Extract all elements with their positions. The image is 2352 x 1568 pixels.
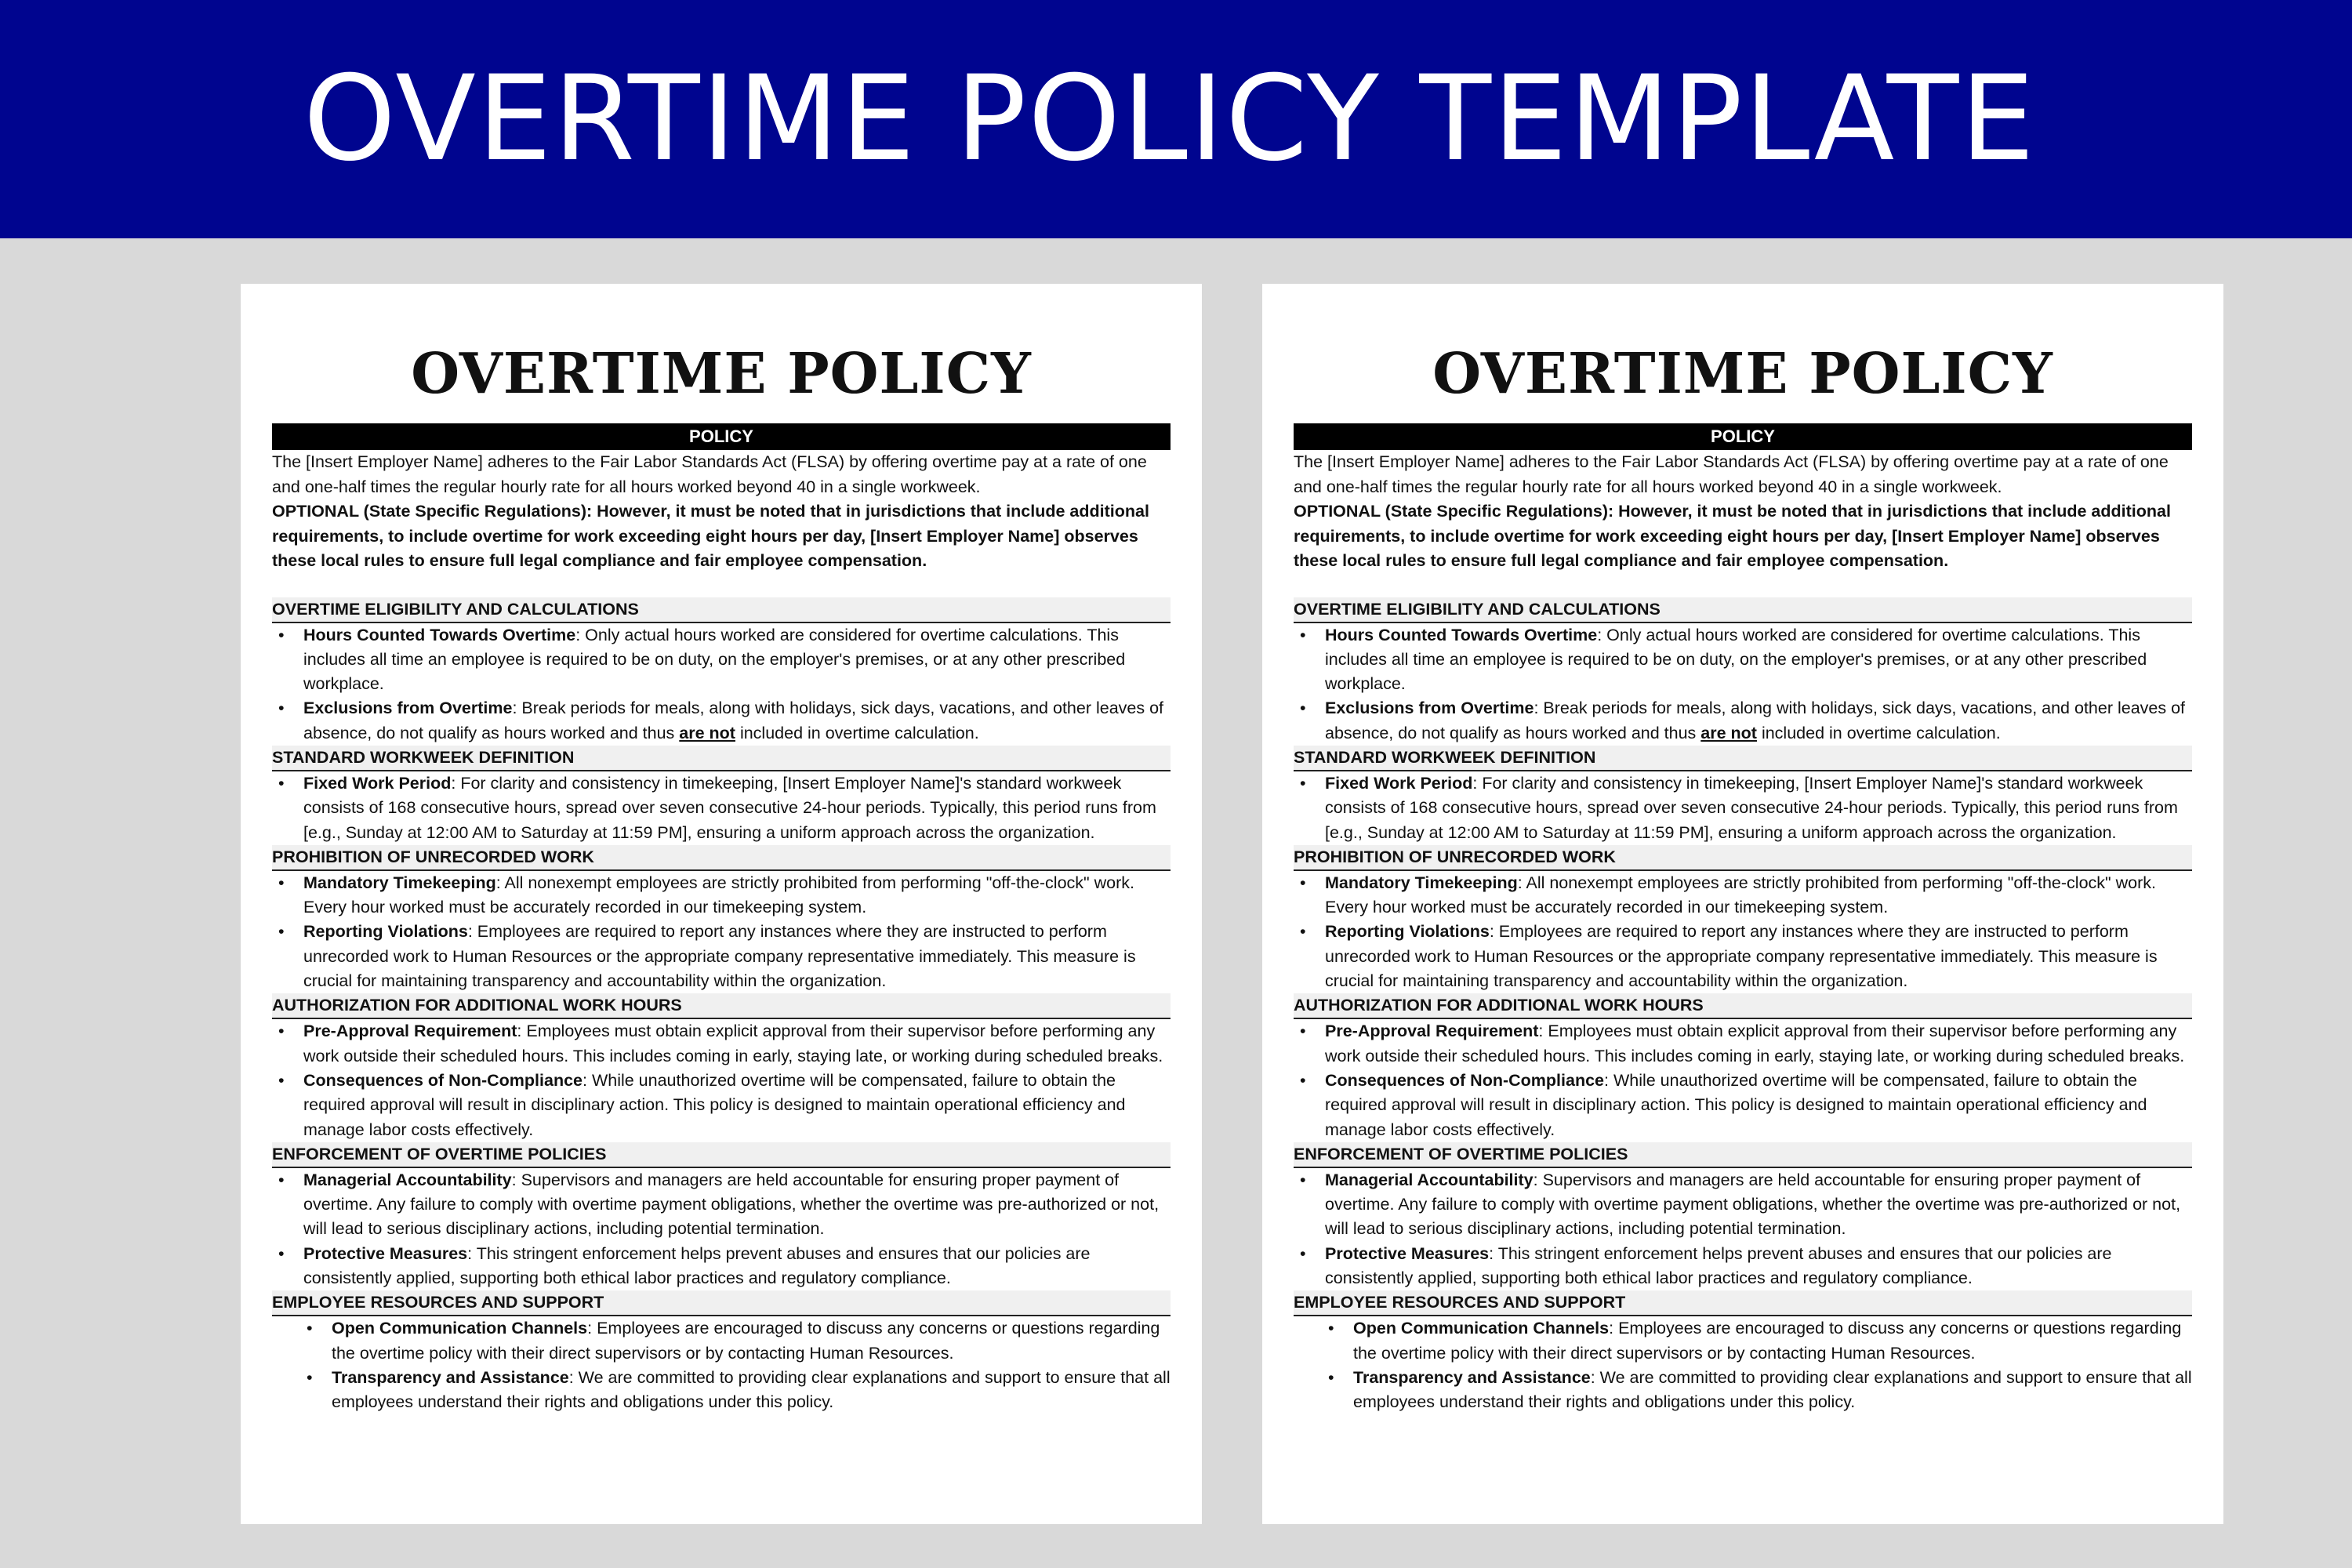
item-text: : While unauthorized overtime will be compensated, failure to obtain the required approval will result in disciplinary action. This policy is designed to maintain operational efficiency and manage labor costs effectively.	[303, 1070, 1126, 1139]
section-list	[1294, 771, 2192, 845]
banner	[0, 0, 2352, 238]
item-text: : Employees are required to report any instances where they are instructed to perform unrecorded work to Human Resources or the appropriate company representative immediately. This measure is crucial for maintaining transparency and accountability within the organization.	[1325, 922, 2158, 991]
policy-heading-bar: POLICY	[1294, 423, 2192, 450]
item-emphasis: are not	[679, 723, 735, 742]
section-heading: ENFORCEMENT OF OVERTIME POLICIES	[272, 1142, 1171, 1168]
item-term: Hours Counted Towards Overtime	[1325, 625, 1598, 644]
item-term: Transparency and Assistance	[332, 1367, 569, 1387]
section-list	[1294, 1019, 2192, 1142]
item-term: Pre-Approval Requirement	[1325, 1022, 1539, 1041]
item-text: : For clarity and consistency in timekeeping, [Insert Employer Name]'s standard workweek consists of 168 consecutive hours, spread over seven consecutive 24-hour periods. Typically, this period runs from [e.g., Sunday at 12:00 AM to Saturday at 11:59 PM], ensuring a uniform approach across the organization.	[1325, 773, 2178, 842]
item-term: Protective Measures	[1325, 1243, 1490, 1263]
policy-heading-bar: POLICY	[272, 423, 1171, 450]
list-item	[303, 871, 1171, 920]
list-item	[1325, 1168, 2192, 1242]
item-term: Mandatory Timekeeping	[1325, 873, 1518, 892]
list-item	[332, 1316, 1171, 1366]
section-list	[1294, 1316, 2192, 1414]
list-item	[303, 623, 1171, 697]
section-heading: STANDARD WORKWEEK DEFINITION	[272, 746, 1171, 771]
item-text: : This stringent enforcement helps prevent abuses and ensures that our policies are consistently applied, supporting both ethical labor practices and regulatory compliance.	[303, 1243, 1091, 1288]
item-term: Consequences of Non-Compliance	[303, 1070, 583, 1090]
document-page-right	[1262, 284, 2223, 1524]
item-text: : Only actual hours worked are considered for overtime calculations. This includes all time an employee is required to be on duty, on the employer's premises, or at any other prescribed workplace.	[303, 625, 1126, 694]
list-item	[1325, 771, 2192, 845]
section-heading: OVERTIME ELIGIBILITY AND CALCULATIONS	[272, 597, 1171, 623]
item-term: Hours Counted Towards Overtime	[303, 625, 576, 644]
item-text: : While unauthorized overtime will be compensated, failure to obtain the required approval will result in disciplinary action. This policy is designed to maintain operational efficiency and manage labor costs effectively.	[1325, 1070, 2147, 1139]
section-list	[272, 623, 1171, 746]
item-term: Open Communication Channels	[332, 1319, 588, 1338]
section-heading: ENFORCEMENT OF OVERTIME POLICIES	[1294, 1142, 2192, 1168]
section-list	[272, 1019, 1171, 1142]
section-list	[1294, 871, 2192, 993]
item-term: Open Communication Channels	[1353, 1319, 1610, 1338]
section-heading: AUTHORIZATION FOR ADDITIONAL WORK HOURS	[272, 993, 1171, 1019]
item-term: Mandatory Timekeeping	[303, 873, 496, 892]
section-heading: EMPLOYEE RESOURCES AND SUPPORT	[272, 1290, 1171, 1316]
optional-paragraph	[272, 499, 1171, 574]
item-term: Fixed Work Period	[1325, 773, 1473, 793]
banner-title: OVERTIME POLICY TEMPLATE	[303, 51, 2037, 187]
item-text: : Break periods for meals, along with holidays, sick days, vacations, and other leaves of absence, do not qualify as hours worked and thus	[303, 699, 1164, 742]
list-item	[1325, 696, 2192, 746]
section-list	[272, 871, 1171, 993]
item-text: : All nonexempt employees are strictly prohibited from performing "off-the-clock" work. Every hour worked must be accurately recorded in our timekeeping system.	[1325, 873, 2156, 917]
list-item	[1325, 1019, 2192, 1069]
item-term: Fixed Work Period	[303, 773, 452, 793]
item-text: : Supervisors and managers are held accountable for ensuring proper payment of overtime. Any failure to comply with overtime payment obligations, whether the overtime was pre-authorized or not, will lead to serious disciplinary actions, including potential termination.	[303, 1170, 1160, 1239]
item-text: : Break periods for meals, along with holidays, sick days, vacations, and other leaves of absence, do not qualify as hours worked and thus	[1325, 699, 2186, 742]
item-text: : Supervisors and managers are held accountable for ensuring proper payment of overtime. Any failure to comply with overtime payment obligations, whether the overtime was pre-authorized or not, will lead to serious disciplinary actions, including potential termination.	[1325, 1170, 2181, 1239]
list-item	[1325, 1242, 2192, 1291]
item-text: : All nonexempt employees are strictly prohibited from performing "off-the-clock" work. Every hour worked must be accurately recorded in our timekeeping system.	[303, 873, 1134, 917]
item-text: : For clarity and consistency in timekeeping, [Insert Employer Name]'s standard workweek consists of 168 consecutive hours, spread over seven consecutive 24-hour periods. Typically, this period runs from [e.g., Sunday at 12:00 AM to Saturday at 11:59 PM], ensuring a uniform approach across the organization.	[303, 773, 1156, 842]
item-text-tail: included in overtime calculation.	[735, 723, 979, 742]
item-term: Protective Measures	[303, 1243, 468, 1263]
section-heading: PROHIBITION OF UNRECORDED WORK	[1294, 845, 2192, 871]
list-item	[1325, 871, 2192, 920]
list-item	[303, 1069, 1171, 1142]
item-term: Managerial Accountability	[1325, 1170, 1534, 1189]
list-item	[1325, 1069, 2192, 1142]
section-list	[1294, 623, 2192, 746]
list-item	[303, 1019, 1171, 1069]
list-item	[303, 1168, 1171, 1242]
document-title: OVERTIME POLICY	[1432, 340, 2053, 406]
list-item	[1353, 1316, 2192, 1366]
item-text: : We are committed to providing clear explanations and support to ensure that all employees understand their rights and obligations under this policy.	[332, 1367, 1171, 1412]
section-heading: STANDARD WORKWEEK DEFINITION	[1294, 746, 2192, 771]
item-text: : Employees are encouraged to discuss any concerns or questions regarding the overtime policy with their direct supervisors or by contacting Human Resources.	[332, 1319, 1160, 1363]
policy-sections	[1294, 597, 2192, 1415]
item-term: Consequences of Non-Compliance	[1325, 1070, 1604, 1090]
item-term: Exclusions from Overtime	[1325, 699, 1534, 718]
document-title: OVERTIME POLICY	[411, 340, 1032, 406]
item-text: : Only actual hours worked are considered for overtime calculations. This includes all time an employee is required to be on duty, on the employer's premises, or at any other prescribed workplace.	[1325, 625, 2147, 694]
section-heading: PROHIBITION OF UNRECORDED WORK	[272, 845, 1171, 871]
section-list	[272, 1316, 1171, 1414]
section-list	[272, 771, 1171, 845]
list-item	[332, 1366, 1171, 1415]
item-term: Reporting Violations	[1325, 922, 1490, 942]
section-heading: AUTHORIZATION FOR ADDITIONAL WORK HOURS	[1294, 993, 2192, 1019]
item-text: : We are committed to providing clear explanations and support to ensure that all employees understand their rights and obligations under this policy.	[1353, 1367, 2192, 1412]
list-item	[1325, 623, 2192, 697]
item-text-tail: included in overtime calculation.	[1756, 723, 2001, 742]
list-item	[303, 1242, 1171, 1291]
optional-text: OPTIONAL (State Specific Regulations): However, it must be noted that in jurisdictions that include additional requirements, to include overtime for work exceeding eight hours per day, [Insert Employer Name] observes these local rules to ensure full legal compliance and fair employee compensation.	[272, 502, 1149, 570]
list-item	[303, 771, 1171, 845]
section-list	[1294, 1168, 2192, 1290]
intro-paragraph: The [Insert Employer Name] adheres to the Fair Labor Standards Act (FLSA) by offering overtime pay at a rate of one and one-half times the regular hourly rate for all hours worked beyond 40 in a single workweek.	[1294, 452, 2169, 496]
intro-paragraph: The [Insert Employer Name] adheres to the Fair Labor Standards Act (FLSA) by offering overtime pay at a rate of one and one-half times the regular hourly rate for all hours worked beyond 40 in a single workweek.	[272, 452, 1147, 496]
item-term: Transparency and Assistance	[1353, 1367, 1591, 1387]
optional-paragraph	[1294, 499, 2192, 574]
list-item	[1325, 920, 2192, 993]
item-term: Exclusions from Overtime	[303, 699, 513, 718]
item-text: : Employees must obtain explicit approval from their supervisor before performing any work outside their scheduled hours. This includes coming in early, staying late, or working during scheduled breaks.	[1325, 1022, 2185, 1065]
item-text: : Employees are encouraged to discuss any concerns or questions regarding the overtime policy with their direct supervisors or by contacting Human Resources.	[1353, 1319, 2182, 1363]
item-text: : Employees are required to report any instances where they are instructed to perform unrecorded work to Human Resources or the appropriate company representative immediately. This measure is crucial for maintaining transparency and accountability within the organization.	[303, 922, 1136, 991]
list-item	[303, 920, 1171, 993]
document-page-left	[241, 284, 1202, 1524]
item-term: Managerial Accountability	[303, 1170, 512, 1189]
section-heading: EMPLOYEE RESOURCES AND SUPPORT	[1294, 1290, 2192, 1316]
section-list	[272, 1168, 1171, 1290]
list-item	[303, 696, 1171, 746]
list-item	[1353, 1366, 2192, 1415]
optional-text: OPTIONAL (State Specific Regulations): However, it must be noted that in jurisdictions that include additional requirements, to include overtime for work exceeding eight hours per day, [Insert Employer Name] observes these local rules to ensure full legal compliance and fair employee compensation.	[1294, 502, 2171, 570]
item-emphasis: are not	[1700, 723, 1757, 742]
item-text: : This stringent enforcement helps prevent abuses and ensures that our policies are consistently applied, supporting both ethical labor practices and regulatory compliance.	[1325, 1243, 2112, 1288]
item-term: Pre-Approval Requirement	[303, 1022, 517, 1041]
policy-sections	[272, 597, 1171, 1415]
section-heading: OVERTIME ELIGIBILITY AND CALCULATIONS	[1294, 597, 2192, 623]
item-term: Reporting Violations	[303, 922, 468, 942]
item-text: : Employees must obtain explicit approval from their supervisor before performing any work outside their scheduled hours. This includes coming in early, staying late, or working during scheduled breaks.	[303, 1022, 1163, 1065]
